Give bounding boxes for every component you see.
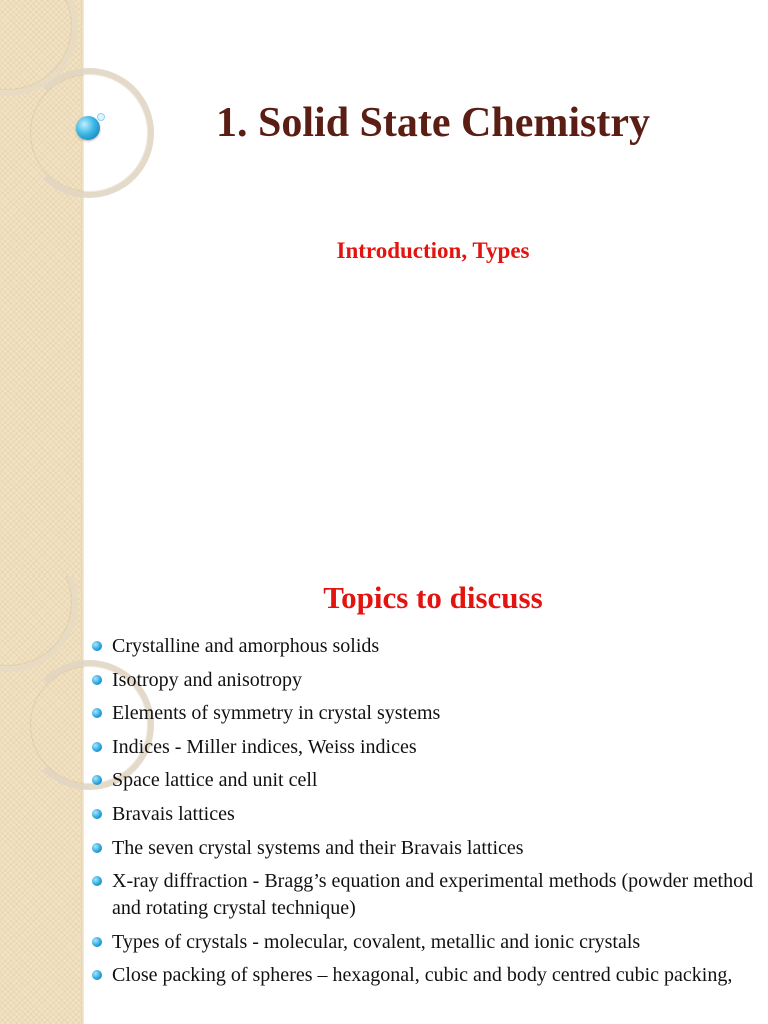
list-item: [92, 801, 762, 828]
list-item: [92, 767, 762, 794]
topics-list: [92, 633, 762, 996]
list-item: [92, 929, 762, 956]
slide-topics: [0, 576, 768, 1024]
blue-orb-bullet-icon: [92, 708, 102, 718]
blue-orb-bullet-icon: [92, 775, 102, 785]
list-item: [92, 734, 762, 761]
topic-text: Types of crystals - molecular, covalent, metallic and ionic crystals: [112, 930, 641, 953]
slide-subtitle: Introduction, Types: [336, 238, 530, 263]
topics-heading: Topics to discuss: [323, 580, 543, 615]
list-item: [92, 667, 762, 694]
slide-title-text: 1. Solid State Chemistry: [216, 100, 650, 146]
topic-text: Space lattice and unit cell: [112, 769, 318, 792]
topic-text: The seven crystal systems and their Bravais lattices: [112, 836, 524, 859]
blue-orb-bullet-icon: [92, 809, 102, 819]
topic-text: Bravais lattices: [112, 802, 235, 825]
blue-orb-bullet-icon: [92, 970, 102, 980]
topic-text: Close packing of spheres – hexagonal, cubic and body centred cubic packing,: [112, 964, 733, 987]
decorative-ring-icon: [0, 576, 78, 672]
topic-text: Indices - Miller indices, Weiss indices: [112, 735, 417, 758]
topic-text: Isotropy and anisotropy: [112, 668, 302, 691]
topic-text: X-ray diffraction - Bragg’s equation and experimental methods (powder method and rotating crystal technique): [112, 870, 754, 920]
blue-orb-icon: [76, 116, 100, 140]
list-item: [92, 633, 762, 660]
blue-orb-bullet-icon: [92, 937, 102, 947]
blue-orb-bullet-icon: [92, 675, 102, 685]
blue-orb-bullet-icon: [92, 742, 102, 752]
list-item: [92, 868, 762, 922]
topic-text: Crystalline and amorphous solids: [112, 635, 380, 657]
list-item: [92, 962, 762, 989]
list-item: [92, 700, 762, 727]
small-orb-icon: [97, 113, 105, 121]
decorative-side-strip: [0, 576, 84, 1024]
blue-orb-bullet-icon: [92, 843, 102, 853]
blue-orb-bullet-icon: [92, 641, 102, 651]
list-item: [92, 835, 762, 862]
topic-text: Elements of symmetry in crystal systems: [112, 702, 441, 725]
blue-orb-bullet-icon: [92, 876, 102, 886]
